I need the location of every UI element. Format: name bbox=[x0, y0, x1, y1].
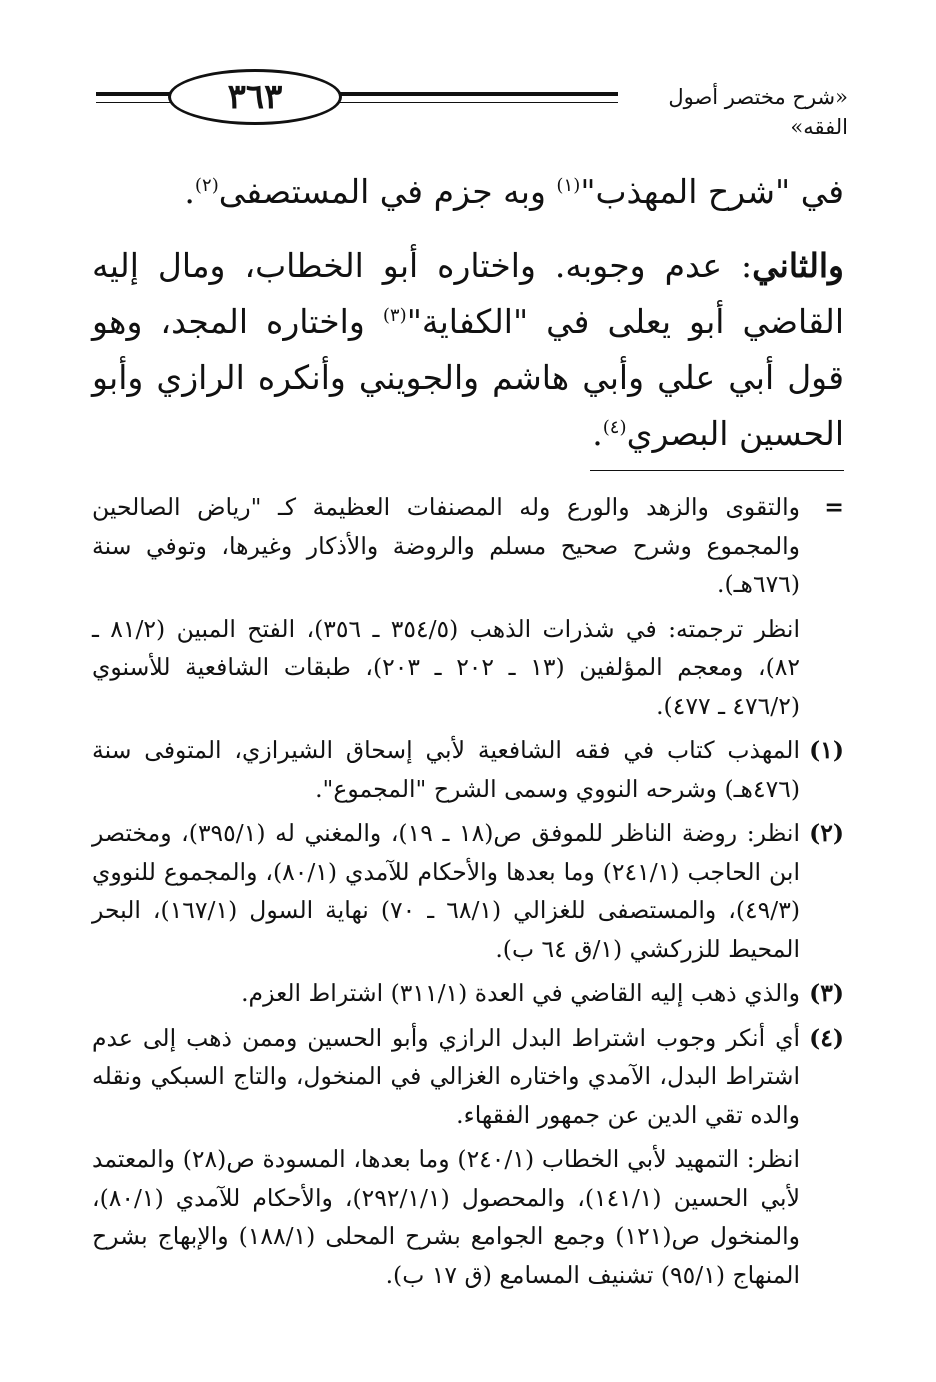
para1-text-b: وبه جزم في المستصفى bbox=[218, 172, 557, 211]
footnote-separator bbox=[590, 470, 844, 471]
footnote-2-marker: (٢) bbox=[809, 819, 844, 847]
para2-text-c: . bbox=[592, 414, 603, 453]
header-rule-right-thick bbox=[334, 92, 618, 96]
footnote-continuation-see-also: انظر ترجمته: في شذرات الذهب (٣٥٤/٥ ـ ٣٥٦)، الفتح المبين (٨١/٢ ـ ٨٢)، ومعجم المؤلفين (١٣ ـ ٢٠٢ ـ ٢٠٣)، طبقات الشافعية للأسنوي (٤٧٦/٢ ـ ٤٧٧). bbox=[92, 614, 801, 720]
main-paragraph-1 bbox=[92, 164, 844, 220]
footnote-1-text: المهذب كتاب في فقه الشافعية لأبي إسحاق الشيرازي، المتوفى سنة (٤٧٦هـ) وشرحه النووي وسمى الشرح "المجموع". bbox=[92, 736, 800, 803]
header-rule-left-thin bbox=[96, 102, 176, 103]
footnote-1 bbox=[92, 731, 844, 808]
para2-text-b: واختاره المجد، وهو قول أبي علي وأبي هاشم والجويني وأنكره الرازي وأبو الحسين البصري bbox=[92, 302, 844, 453]
header-rule-left-thick bbox=[96, 92, 176, 96]
para2-lead-word: والثاني bbox=[752, 246, 844, 285]
para2-text-a: : عدم وجوبه. واختاره أبو الخطاب، ومال إليه القاضي أبو يعلى في "الكفاية" bbox=[92, 246, 844, 341]
para1-text-c: . bbox=[184, 172, 195, 211]
footnote-ref-1: (١) bbox=[556, 175, 581, 196]
footnote-1-marker: (١) bbox=[809, 736, 844, 764]
header-rule-right-thin bbox=[334, 102, 618, 103]
main-paragraph-2 bbox=[92, 238, 844, 462]
footnote-4-see-also: انظر: التمهيد لأبي الخطاب (٢٤٠/١) وما بعدها، المسودة ص(٢٨) والمعتمد لأبي الحسين (١٤١/١)، والمحصول (٢٩٢/١/١)، والأحكام للآمدي (٨٠/١)، والمنخول ص(١٢١) وجمع الجوامع بشرح المحلى (١٨٨/١) والإبهاج بشرح المنهاج (٩٥/١) تشنيف المسامع (ق ١٧ ب). bbox=[92, 1145, 801, 1289]
footnote-2 bbox=[92, 814, 844, 968]
footnote-3-marker: (٣) bbox=[809, 979, 844, 1007]
footnote-ref-4: (٤) bbox=[602, 417, 627, 438]
page-header bbox=[96, 62, 848, 142]
footnote-continuation-marker: = bbox=[824, 493, 844, 521]
para1-text-a: في "شرح المهذب" bbox=[580, 172, 844, 211]
footnote-3 bbox=[92, 974, 844, 1013]
footnote-continuation-text: والتقوى والزهد والورع وله المصنفات العظيمة كـ "رياض الصالحين والمجموع وشرح صحيح مسلم والروضة والأذكار وغيرها، وتوفي سنة (٦٧٦هـ). bbox=[92, 493, 800, 598]
footnote-3-text: والذي ذهب إليه القاضي في العدة (٣١١/١) اشتراط العزم. bbox=[241, 979, 800, 1007]
footnote-4 bbox=[92, 1019, 844, 1295]
footnote-ref-2: (٢) bbox=[194, 175, 219, 196]
footnote-4-marker: (٤) bbox=[809, 1023, 844, 1052]
footnotes bbox=[92, 488, 844, 1300]
footnote-ref-3: (٣) bbox=[382, 305, 407, 326]
footnote-2-text: انظر: روضة الناظر للموفق ص(١٨ ـ ١٩)، والمغني له (٣٩٥/١)، ومختصر ابن الحاجب (٢٤١/١) وما بعدها والأحكام للآمدي (٨٠/١)، والمجموع للنووي (٤٩/٣)، والمستصفى للغزالي (٦٨/١ ـ ٧٠) نهاية السول (١٦٧/١)، البحر المحيط للزركشي (١/ق ٦٤ ب). bbox=[92, 819, 800, 963]
footnote-4-text: أي أنكر وجوب اشتراط البدل الرازي وأبو الحسين وممن ذهب إلى عدم اشتراط البدل، الآمدي واختاره الغزالي في المنخول، والتاج السبكي ونقله والده تقي الدين عن جمهور الفقهاء. bbox=[92, 1023, 800, 1129]
running-title: «شرح مختصر أصول الفقه» bbox=[668, 85, 848, 139]
footnote-continuation bbox=[92, 488, 844, 725]
main-text bbox=[92, 164, 844, 476]
page-number: ٣٦٣ bbox=[168, 69, 342, 125]
